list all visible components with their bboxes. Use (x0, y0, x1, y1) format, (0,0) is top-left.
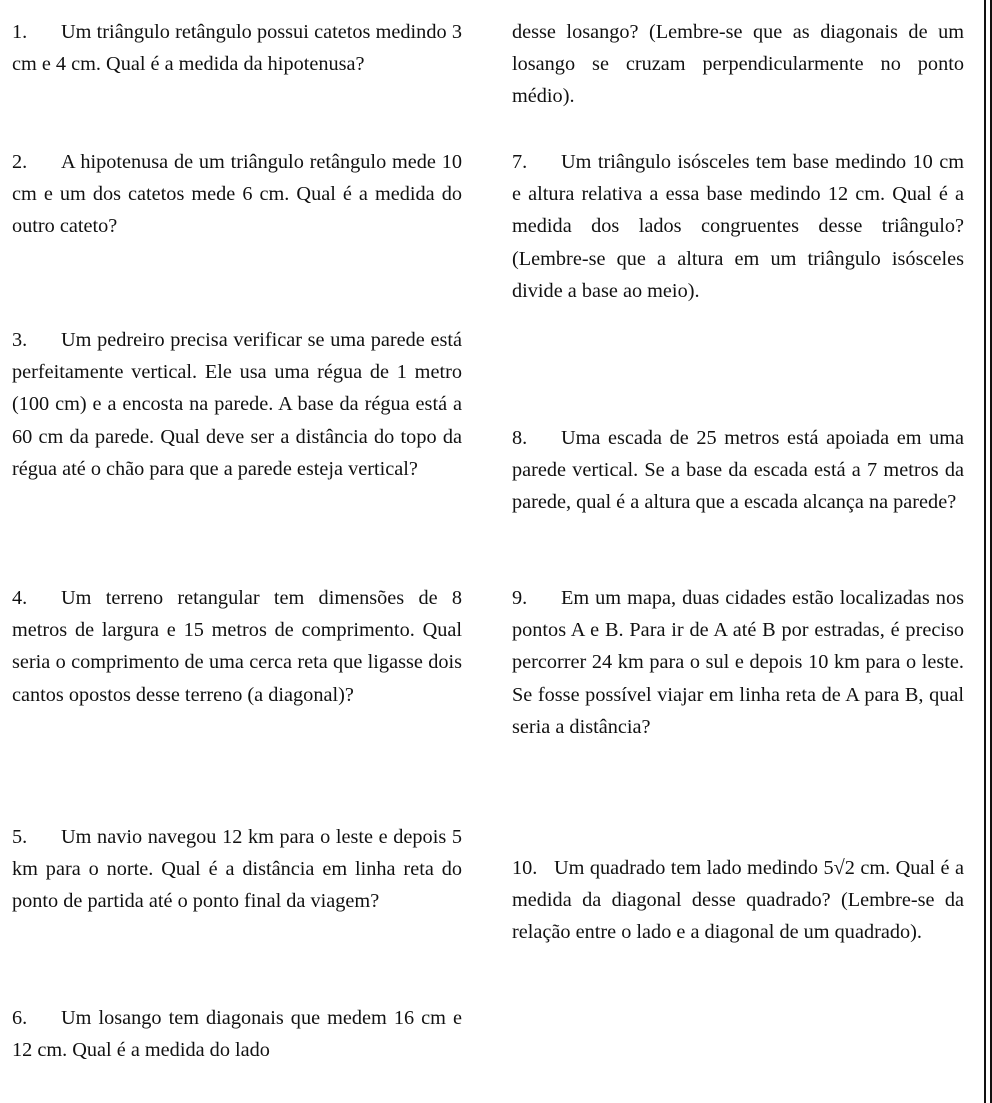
question-number: 8. (512, 427, 528, 449)
question-number: 2. (12, 151, 28, 173)
question-6-continued (512, 16, 964, 113)
question-number: 4. (12, 587, 28, 609)
question-text: Um pedreiro precisa verificar se uma parede está perfeitamente vertical. Ele usa uma régua de 1 metro (100 cm) e a encosta na parede. A base da régua está a 60 cm da parede. Qual deve ser a distância do topo da régua até o chão para que a parede esteja vertical? (12, 329, 462, 480)
question-7 (512, 146, 964, 307)
question-3 (12, 324, 462, 485)
question-number: 10. (512, 857, 538, 879)
question-9 (512, 582, 964, 743)
question-number: 3. (12, 329, 28, 351)
question-5 (12, 821, 462, 918)
question-text: A hipotenusa de um triângulo retângulo mede 10 cm e um dos catetos mede 6 cm. Qual é a medida do outro cateto? (12, 151, 462, 238)
question-8 (512, 422, 964, 519)
question-number: 1. (12, 21, 28, 43)
question-text: Em um mapa, duas cidades estão localizadas nos pontos A e B. Para ir de A até B por estradas, é preciso percorrer 24 km para o sul e depois 10 km para o leste. Se fosse possível viajar em linha reta de A para B, qual seria a distância? (512, 587, 964, 738)
question-number: 9. (512, 587, 528, 609)
question-2 (12, 146, 462, 243)
question-text: Um navio navegou 12 km para o leste e depois 5 km para o norte. Qual é a distância em linha reta do ponto de partida até o ponto final da viagem? (12, 826, 462, 913)
question-number: 7. (512, 151, 528, 173)
question-10 (512, 852, 964, 949)
question-6 (12, 1002, 462, 1066)
question-1 (12, 16, 462, 80)
question-text: Um triângulo isósceles tem base medindo 10 cm e altura relativa a essa base medindo 12 cm. Qual é a medida dos lados congruentes desse triângulo? (Lembre-se que a altura em um triângulo isósceles divide a base ao meio). (512, 151, 964, 302)
question-4 (12, 582, 462, 711)
question-number: 5. (12, 826, 28, 848)
question-text: Um triângulo retângulo possui catetos medindo 3 cm e 4 cm. Qual é a medida da hipotenusa? (12, 21, 462, 76)
question-text: desse losango? (Lembre-se que as diagonais de um losango se cruzam perpendicularmente no ponto médio). (512, 21, 964, 108)
page-border-right (984, 0, 992, 1103)
question-text: Uma escada de 25 metros está apoiada em uma parede vertical. Se a base da escada está a 7 metros da parede, qual é a altura que a escada alcança na parede? (512, 427, 964, 514)
question-text: Um losango tem diagonais que medem 16 cm e 12 cm. Qual é a medida do lado (12, 1007, 462, 1062)
question-number: 6. (12, 1007, 28, 1029)
question-text: Um terreno retangular tem dimensões de 8 metros de largura e 15 metros de comprimento. Qual seria o comprimento de uma cerca reta que ligasse dois cantos opostos desse terreno (a diagonal)? (12, 587, 462, 706)
question-text: Um quadrado tem lado medindo 5√2 cm. Qual é a medida da diagonal desse quadrado? (Lembre-se da relação entre o lado e a diagonal de um quadrado). (512, 857, 964, 944)
